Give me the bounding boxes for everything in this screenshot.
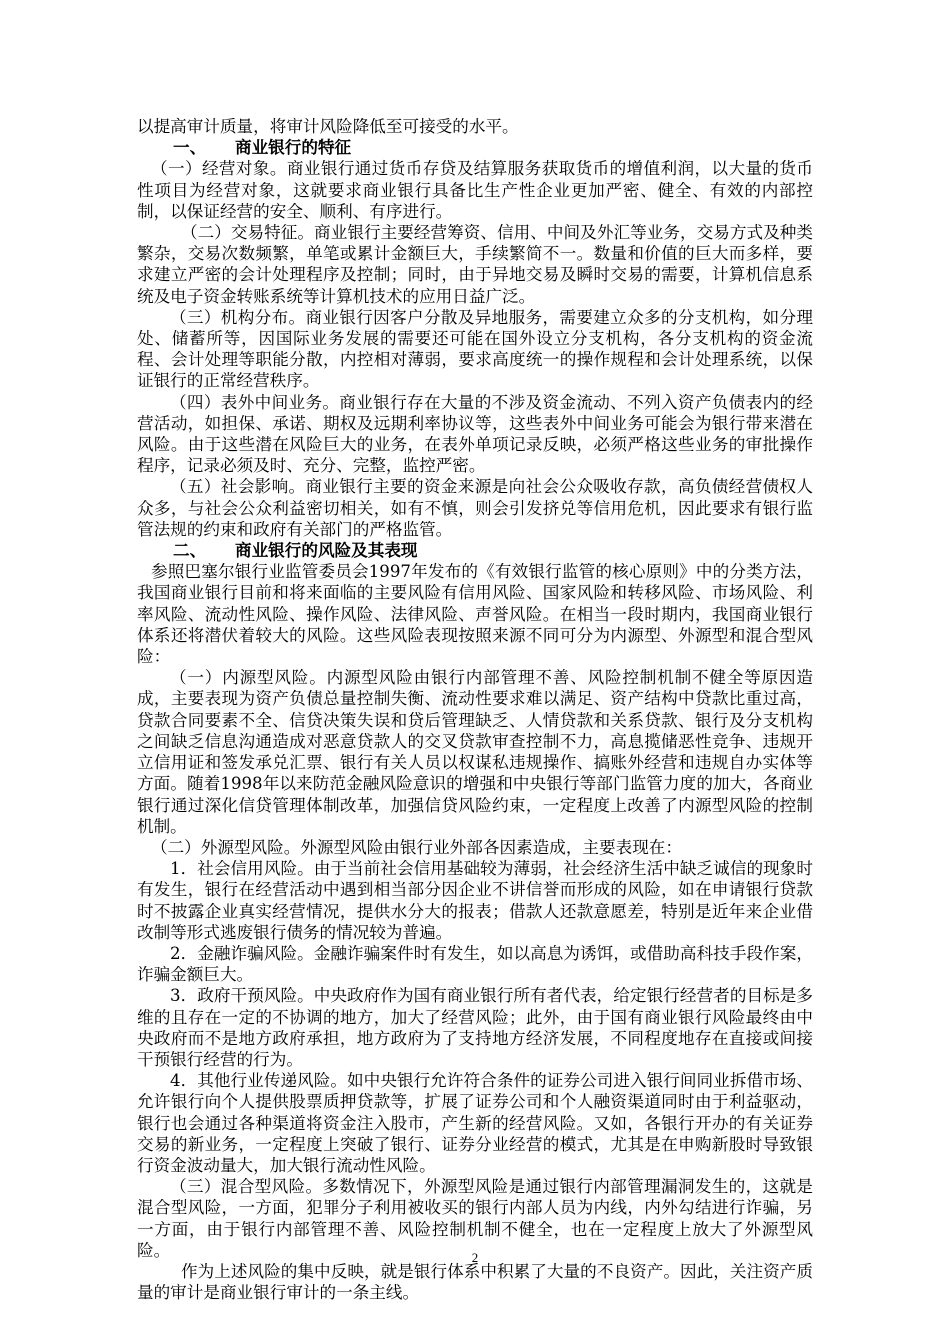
section-number: 一、	[173, 137, 207, 158]
section-number: 二、	[173, 540, 207, 561]
paragraph-off-balance: （四）表外中间业务。商业银行存在大量的不涉及资金流动、不列入资产负债表内的经营活动，如担保、承诺、期权及远期利率协议等，这些表外中间业务可能会为银行带来潜在风险。由于这些潜在风险巨大的业务，在表外单项记录反映，必须严格这些业务的审批操作程序，记录必须及时、充分、完整，监控严密。	[137, 392, 813, 476]
paragraph-social-impact: （五）社会影响。商业银行主要的资金来源是向社会公众吸收存款，高负债经营债权人众多，与社会公众利益密切相关，如有不慎，则会引发挤兑等信用危机，因此要求有银行监管法规的约束和政府有关部门的严格监管。	[137, 477, 813, 539]
document-body	[137, 116, 813, 1303]
paragraph-government-risk: 3．政府干预风险。中央政府作为国有商业银行所有者代表，给定银行经营者的目标是多维的且存在一定的不协调的地方，加大了经营风险；此外，由于国有商业银行风险最终由中央政府而不是地方政府承担，地方政府为了支持地方经济发展，不同程度地存在直接或间接干预银行经营的行为。	[137, 986, 813, 1069]
paragraph-credit-risk: 1．社会信用风险。由于当前社会信用基础较为薄弱，社会经济生活中缺乏诚信的现象时有发生，银行在经营活动中遇到相当部分因企业不讲信誉而形成的风险，如在申请银行贷款时不披露企业真实经营情况，提供水分大的报表；借款人还款意愿差，特别是近年来企业借改制等形式逃废银行债务的情况较为普遍。	[137, 859, 813, 942]
section-heading-1	[137, 137, 813, 158]
paragraph-business-object: （一）经营对象。商业银行通过货币存贷及结算服务获取货币的增值利润，以大量的货币性项目为经营对象，这就要求商业银行具备比生产性企业更加严密、健全、有效的内部控制，以保证经营的安全、顺利、有序进行。	[137, 159, 813, 221]
paragraph-internal-risk: （一）内源型风险。内源型风险由银行内部管理不善、风险控制机制不健全等原因造成，主要表现为资产负债总量控制失衡、流动性要求难以满足、资产结构中贷款比重过高，贷款合同要素不全、信贷决策失误和贷后管理缺乏、人情贷款和关系贷款、银行及分支机构之间缺乏信息沟通造成对恶意贷款人的交叉贷款审查控制不力，高息揽储恶性竞争、违规开立信用证和签发承兑汇票、银行有关人员以权谋私违规操作、搞账外经营和违规自办实体等方面。随着1998年以来防范金融风险意识的增强和中央银行等部门监管力度的加大，各商业银行通过深化信贷管理体制改革，加强信贷风险约束，一定程度上改善了内源型风险的控制机制。	[137, 668, 813, 836]
paragraph-industry-risk: 4．其他行业传递风险。如中央银行允许符合条件的证券公司进入银行间同业拆借市场、允许银行向个人提供股票质押贷款等，扩展了证券公司和个人融资渠道同时由于利益驱动，银行也会通过各种渠道将资金注入股市，产生新的经营风险。又如，各银行开办的有关证券交易的新业务，一定程度上突破了银行、证券分业经营的模式，尤其是在申购新股时导致银行资金波动量大，加大银行流动性风险。	[137, 1071, 813, 1175]
paragraph-conclusion: 作为上述风险的集中反映，就是银行体系中积累了大量的不良资产。因此，关注资产质量的审计是商业银行审计的一条主线。	[137, 1261, 813, 1303]
section-title: 商业银行的特征	[235, 137, 352, 158]
page-number: 2	[471, 1250, 479, 1265]
paragraph-intro: 以提高审计质量，将审计风险降低至可接受的水平。	[137, 117, 519, 136]
section-heading-2	[137, 540, 813, 561]
paragraph-branches: （三）机构分布。商业银行因客户分散及异地服务，需要建立众多的分支机构，如分理处、储蓄所等，因国际业务发展的需要还可能在国外设立分支机构，各分支机构的资金流程、会计处理等职能分散，内控相对薄弱，要求高度统一的操作规程和会计处理系统，以保证银行的正常经营秩序。	[137, 307, 813, 391]
paragraph-transaction: （二）交易特征。商业银行主要经营筹资、信用、中间及外汇等业务，交易方式及种类繁杂，交易次数频繁，单笔或累计金额巨大，手续繁简不一。数量和价值的巨大而多样，要求建立严密的会计处理程序及控制；同时，由于异地交易及瞬时交易的需要，计算机信息系统及电子资金转账系统等计算机技术的应用日益广泛。	[137, 223, 813, 306]
paragraph-mixed-risk: （三）混合型风险。多数情况下，外源型风险是通过银行内部管理漏洞发生的，这就是混合型风险，一方面，犯罪分子利用被收买的银行内部人员为内线，内外勾结进行诈骗，另一方面，由于银行内部管理不善、风险控制机制不健全，也在一定程度上放大了外源型风险。	[137, 1177, 813, 1260]
paragraph-basel: 参照巴塞尔银行业监管委员会1997年发布的《有效银行监管的核心原则》中的分类方法，我国商业银行目前和将来面临的主要风险有信用风险、国家风险和转移风险、市场风险、利率风险、流动性风险、操作风险、法律风险、声誉风险。在相当一段时期内，我国商业银行体系还将潜伏着较大的风险。这些风险表现按照来源不同可分为内源型、外源型和混合型风险：	[137, 562, 813, 667]
paragraph-fraud-risk: 2．金融诈骗风险。金融诈骗案件时有发生，如以高息为诱饵，或借助高科技手段作案，诈骗金额巨大。	[137, 943, 813, 985]
section-title: 商业银行的风险及其表现	[235, 540, 418, 561]
paragraph-external-risk: （二）外源型风险。外源型风险由银行业外部各因素造成，主要表现在：	[151, 837, 682, 857]
